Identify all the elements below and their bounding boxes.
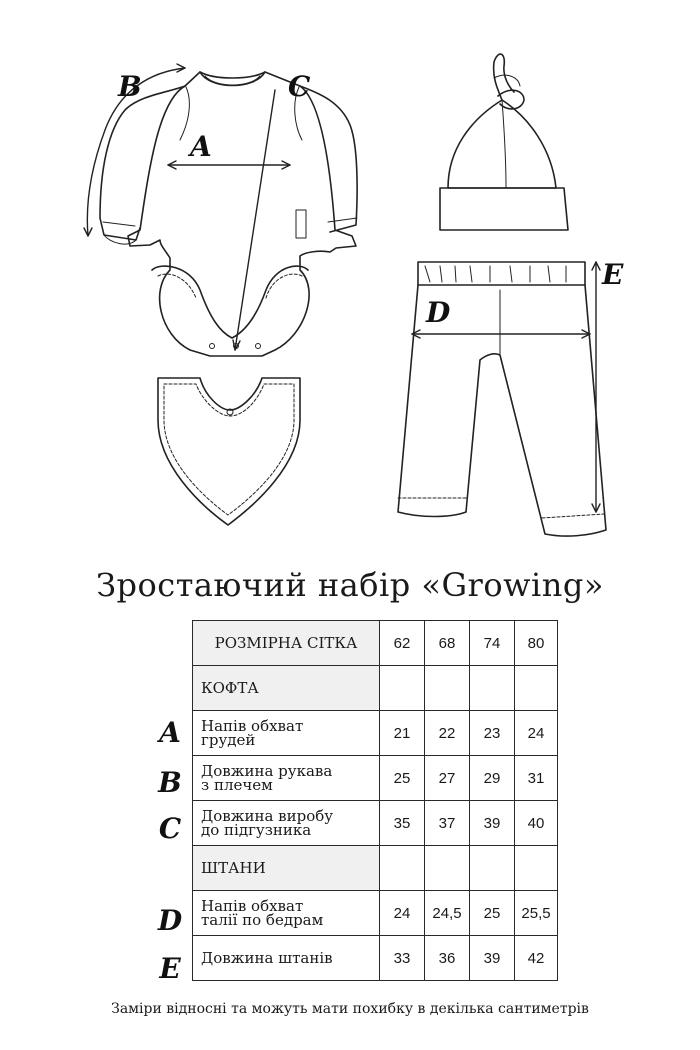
row-label: Довжина штанів [193, 936, 380, 981]
table-cell: 39 [470, 936, 515, 981]
label-d: D [426, 296, 451, 329]
table-cell: 33 [380, 936, 425, 981]
table-cell: 25 [380, 756, 425, 801]
row-letter-e: E [159, 952, 181, 985]
table-cell: 23 [470, 711, 515, 756]
table-row [193, 891, 558, 936]
measure-d-arrow [412, 330, 590, 338]
table-cell: 29 [470, 756, 515, 801]
table-cell: 25 [470, 891, 515, 936]
page-title: Зростаючий набір «Growing» [96, 566, 604, 604]
size-grid-header: РОЗМІРНА СІТКА [193, 621, 380, 666]
label-e: E [602, 258, 624, 291]
table-cell: 24 [515, 711, 558, 756]
table-cell: 22 [425, 711, 470, 756]
row-letter-b: B [158, 766, 182, 799]
table-cell: 35 [380, 801, 425, 846]
size-chart-table [192, 620, 558, 981]
row-label: Довжина виробу до підгузника [193, 801, 380, 846]
section-label-top: КОФТА [193, 666, 380, 711]
table-cell: 42 [515, 936, 558, 981]
table-cell: 40 [515, 801, 558, 846]
table-row [193, 936, 558, 981]
footnote: Заміри відносні та можуть мати похибку в декілька сантиметрів [111, 1001, 589, 1017]
table-cell: 37 [425, 801, 470, 846]
row-letter-a: A [159, 716, 181, 749]
table-row [193, 711, 558, 756]
measure-a-arrow [168, 161, 290, 169]
bodysuit-drawing [100, 72, 357, 356]
table-header-row [193, 621, 558, 666]
table-cell: 36 [425, 936, 470, 981]
table-cell: 24 [380, 891, 425, 936]
table-cell: 27 [425, 756, 470, 801]
bib-drawing [158, 378, 300, 525]
table-cell: 31 [515, 756, 558, 801]
row-label: Напів обхват грудей [193, 711, 380, 756]
table-cell: 24,5 [425, 891, 470, 936]
size-header: 68 [425, 621, 470, 666]
section-row-bottom [193, 846, 558, 891]
section-row-top [193, 666, 558, 711]
table-cell: 39 [470, 801, 515, 846]
size-header: 62 [380, 621, 425, 666]
section-label-bottom: ШТАНИ [193, 846, 380, 891]
measure-c-arrow [233, 90, 275, 350]
table-cell: 21 [380, 711, 425, 756]
hat-drawing [440, 54, 568, 230]
row-letter-d: D [157, 904, 183, 937]
row-letter-c: C [158, 812, 182, 845]
row-label: Напів обхват талії по бедрам [193, 891, 380, 936]
table-cell: 25,5 [515, 891, 558, 936]
row-label: Довжина рукава з плечем [193, 756, 380, 801]
label-a: A [190, 130, 212, 163]
label-b: B [118, 70, 142, 103]
table-row [193, 801, 558, 846]
size-header: 80 [515, 621, 558, 666]
size-header: 74 [470, 621, 515, 666]
label-c: C [288, 70, 311, 103]
table-row [193, 756, 558, 801]
